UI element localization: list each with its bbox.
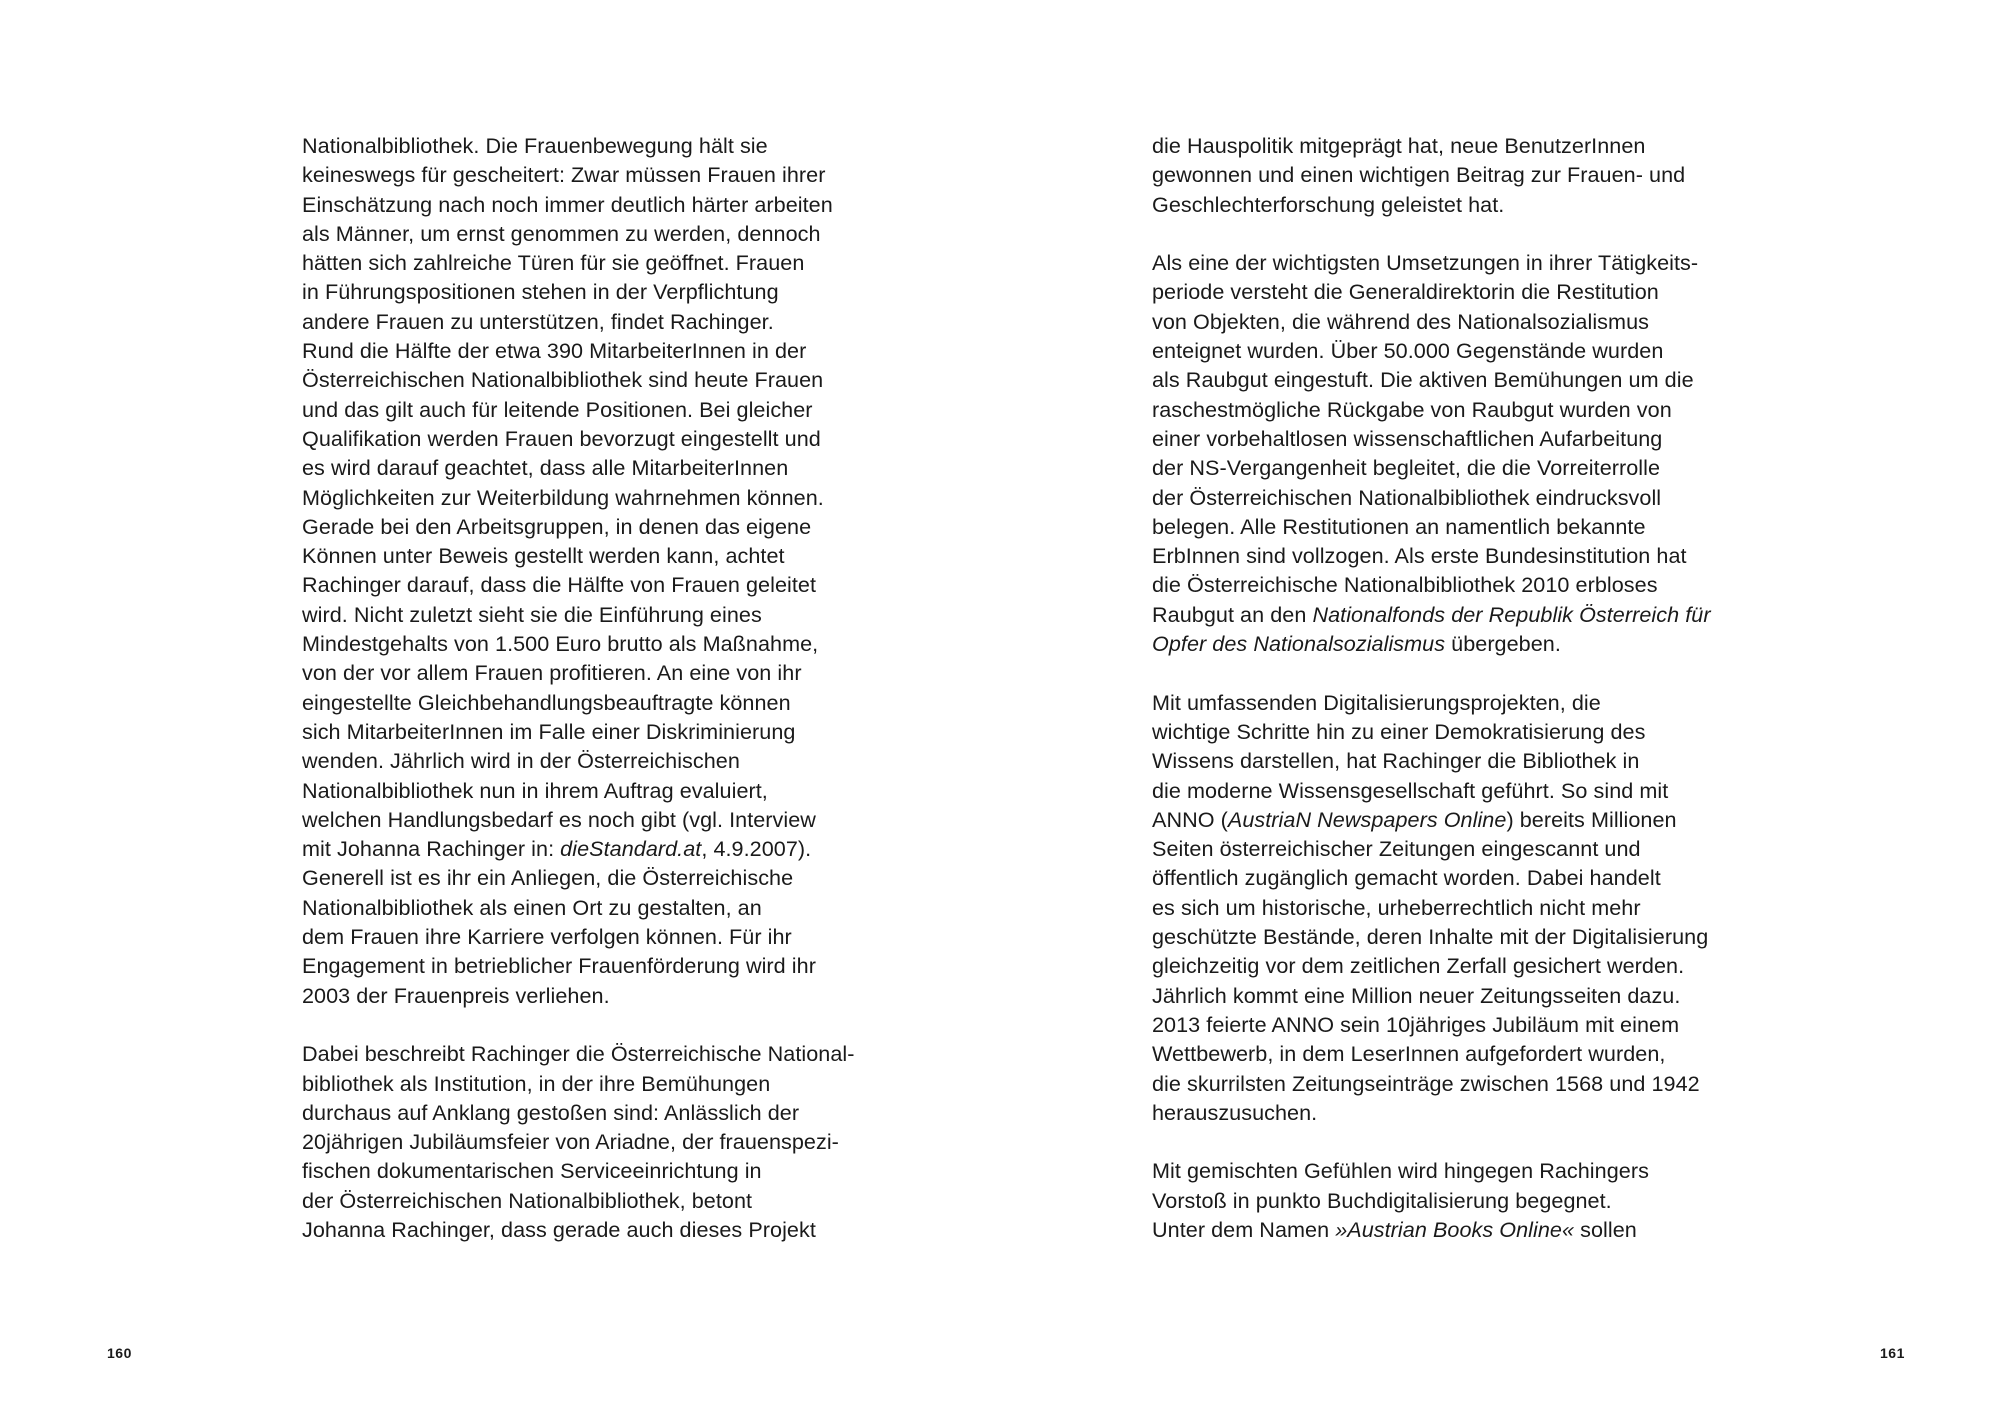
text-line: periode versteht die Generaldirektorin die Restitution <box>1152 279 1659 305</box>
text-line: raschestmögliche Rückgabe von Raubgut wurden von <box>1152 396 1672 422</box>
text-line: Als eine der wichtigsten Umsetzungen in ihrer Tätigkeits- <box>1152 250 1699 276</box>
right-paragraph-1 <box>1152 131 1772 219</box>
page-number: 161 <box>1880 1345 1905 1361</box>
text-run: ANNO ( <box>1152 806 1228 832</box>
text-line: Mindestgehalts von 1.500 Euro brutto als Maßnahme, <box>302 631 819 657</box>
text-line: Gerade bei den Arbeitsgruppen, in denen das eigene <box>302 513 812 539</box>
left-paragraph-2 <box>302 1039 902 1244</box>
left-text-column <box>302 131 902 1244</box>
text-line: Möglichkeiten zur Weiterbildung wahrnehmen können. <box>302 484 824 510</box>
text-line: Vorstoß in punkto Buchdigitalisierung begegnet. <box>1152 1187 1612 1213</box>
text-run: ) bereits Millionen <box>1506 806 1677 832</box>
text-line: Können unter Beweis gestellt werden kann, achtet <box>302 543 785 569</box>
text-line: Wissens darstellen, hat Rachinger die Bibliothek in <box>1152 748 1640 774</box>
text-line: wird. Nicht zuletzt sieht sie die Einführung eines <box>302 601 762 627</box>
text-line: der Österreichischen Nationalbibliothek eindrucksvoll <box>1152 484 1662 510</box>
text-line: und das gilt auch für leitende Positionen. Bei gleicher <box>302 396 813 422</box>
text-line: eingestellte Gleichbehandlungsbeauftragte können <box>302 689 791 715</box>
text-line: Seiten österreichischer Zeitungen eingescannt und <box>1152 836 1641 862</box>
text-line: durchaus auf Anklang gestoßen sind: Anlässlich der <box>302 1099 800 1125</box>
text-line: Rund die Hälfte der etwa 390 MitarbeiterInnen in der <box>302 338 807 364</box>
text-line-with-italic <box>1152 600 1772 629</box>
paragraph-gap <box>1152 1127 1772 1156</box>
text-line: 20jährigen Jubiläumsfeier von Ariadne, der frauenspezi- <box>302 1129 839 1155</box>
text-line: fischen dokumentarischen Serviceeinrichtung in <box>302 1158 762 1184</box>
text-line: welchen Handlungsbedarf es noch gibt (vgl. Interview <box>302 806 816 832</box>
right-paragraph-3 <box>1152 688 1772 1127</box>
text-line: Generell ist es ihr ein Anliegen, die Österreichische <box>302 865 794 891</box>
text-line: es sich um historische, urheberrechtlich nicht mehr <box>1152 894 1641 920</box>
text-line: die moderne Wissensgesellschaft geführt. So sind mit <box>1152 777 1669 803</box>
text-line: Nationalbibliothek. Die Frauenbewegung hält sie <box>302 133 768 158</box>
text-run: mit Johanna Rachinger in: <box>302 836 561 862</box>
text-line: Rachinger darauf, dass die Hälfte von Frauen geleitet <box>302 572 817 598</box>
text-line: 2003 der Frauenpreis verliehen. <box>302 982 610 1008</box>
italic-fund-name: Opfer des Nationalsozialismus <box>1152 631 1446 657</box>
text-line: einer vorbehaltlosen wissenschaftlichen Aufarbeitung <box>1152 425 1663 451</box>
text-line: Mit gemischten Gefühlen wird hingegen Rachingers <box>1152 1158 1649 1184</box>
text-line: Nationalbibliothek als einen Ort zu gestalten, an <box>302 894 762 920</box>
text-line: hätten sich zahlreiche Türen für sie geöffnet. Frauen <box>302 250 805 276</box>
text-line: die skurrilsten Zeitungseinträge zwischen 1568 und 1942 <box>1152 1070 1700 1096</box>
right-page <box>1000 0 2000 1412</box>
text-line: es wird darauf geachtet, dass alle MitarbeiterInnen <box>302 455 789 481</box>
text-run: Unter dem Namen <box>1152 1216 1336 1242</box>
text-line: enteignet wurden. Über 50.000 Gegenstände wurden <box>1152 338 1664 364</box>
text-line: ErbInnen sind vollzogen. Als erste Bundesinstitution hat <box>1152 543 1687 569</box>
text-line: Einschätzung nach noch immer deutlich härter arbeiten <box>302 191 833 217</box>
text-line: der Österreichischen Nationalbibliothek, betont <box>302 1187 753 1213</box>
text-line: die Hauspolitik mitgeprägt hat, neue BenutzerInnen <box>1152 133 1646 158</box>
text-line: dem Frauen ihre Karriere verfolgen können. Für ihr <box>302 924 792 950</box>
page-number: 160 <box>107 1345 132 1361</box>
right-text-column <box>1152 131 1772 1244</box>
text-line: als Männer, um ernst genommen zu werden, dennoch <box>302 220 821 246</box>
text-line: andere Frauen zu unterstützen, findet Rachinger. <box>302 308 774 334</box>
text-run: sollen <box>1574 1216 1637 1242</box>
text-line: der NS-Vergangenheit begleitet, die die Vorreiterrolle <box>1152 455 1661 481</box>
text-line: von Objekten, die während des Nationalsozialismus <box>1152 308 1649 334</box>
italic-project-name: AustriaN Newspapers Online <box>1227 806 1507 832</box>
text-line: die Österreichische Nationalbibliothek 2010 erbloses <box>1152 572 1658 598</box>
text-line: Dabei beschreibt Rachinger die Österreichische National- <box>302 1041 855 1067</box>
text-line: gewonnen und einen wichtigen Beitrag zur Frauen- und <box>1152 162 1686 188</box>
italic-project-name: »Austrian Books Online« <box>1335 1216 1575 1242</box>
text-line: Jährlich kommt eine Million neuer Zeitungsseiten dazu. <box>1152 982 1681 1008</box>
text-line: Wettbewerb, in dem LeserInnen aufgefordert wurden, <box>1152 1041 1666 1067</box>
text-line: bibliothek als Institution, in der ihre Bemühungen <box>302 1070 771 1096</box>
text-line: herauszusuchen. <box>1152 1099 1318 1125</box>
text-line: belegen. Alle Restitutionen an namentlich bekannte <box>1152 513 1646 539</box>
text-line: Nationalbibliothek nun in ihrem Auftrag evaluiert, <box>302 777 768 803</box>
text-line: Qualifikation werden Frauen bevorzugt eingestellt und <box>302 425 821 451</box>
paragraph-gap <box>1152 219 1772 248</box>
text-line: Österreichischen Nationalbibliothek sind heute Frauen <box>302 367 824 393</box>
right-paragraph-4 <box>1152 1156 1772 1244</box>
text-line: Mit umfassenden Digitalisierungsprojekten, die <box>1152 689 1601 715</box>
text-line-with-citation <box>302 834 902 863</box>
text-line: keineswegs für gescheitert: Zwar müssen Frauen ihrer <box>302 162 826 188</box>
text-line: Geschlechterforschung geleistet hat. <box>1152 191 1505 217</box>
text-line: von der vor allem Frauen profitieren. An eine von ihr <box>302 660 802 686</box>
text-line: Johanna Rachinger, dass gerade auch dieses Projekt <box>302 1216 816 1242</box>
text-line: geschützte Bestände, deren Inhalte mit der Digitalisierung <box>1152 924 1709 950</box>
left-paragraph-1 <box>302 131 902 1010</box>
paragraph-gap <box>1152 658 1772 687</box>
italic-fund-name: Nationalfonds der Republik Österreich für <box>1312 601 1711 627</box>
text-line: Engagement in betrieblicher Frauenförderung wird ihr <box>302 953 816 979</box>
text-line-with-italic <box>1152 805 1772 834</box>
paragraph-gap <box>302 1010 902 1039</box>
text-line: als Raubgut eingestuft. Die aktiven Bemühungen um die <box>1152 367 1694 393</box>
right-paragraph-2 <box>1152 248 1772 658</box>
text-line: in Führungspositionen stehen in der Verpflichtung <box>302 279 779 305</box>
text-line: sich MitarbeiterInnen im Falle einer Diskriminierung <box>302 718 796 744</box>
text-run: übergeben. <box>1445 631 1561 657</box>
text-line-with-italic <box>1152 1215 1772 1244</box>
text-line-with-italic <box>1152 629 1772 658</box>
italic-source-title: dieStandard.at <box>560 836 702 862</box>
text-line: wichtige Schritte hin zu einer Demokratisierung des <box>1152 718 1646 744</box>
text-line: 2013 feierte ANNO sein 10jähriges Jubiläum mit einem <box>1152 1011 1680 1037</box>
text-line: wenden. Jährlich wird in der Österreichischen <box>302 748 740 774</box>
text-run: , 4.9.2007). <box>701 836 812 862</box>
text-line: öffentlich zugänglich gemacht worden. Dabei handelt <box>1152 865 1661 891</box>
text-run: Raubgut an den <box>1152 601 1313 627</box>
text-line: gleichzeitig vor dem zeitlichen Zerfall gesichert werden. <box>1152 953 1685 979</box>
